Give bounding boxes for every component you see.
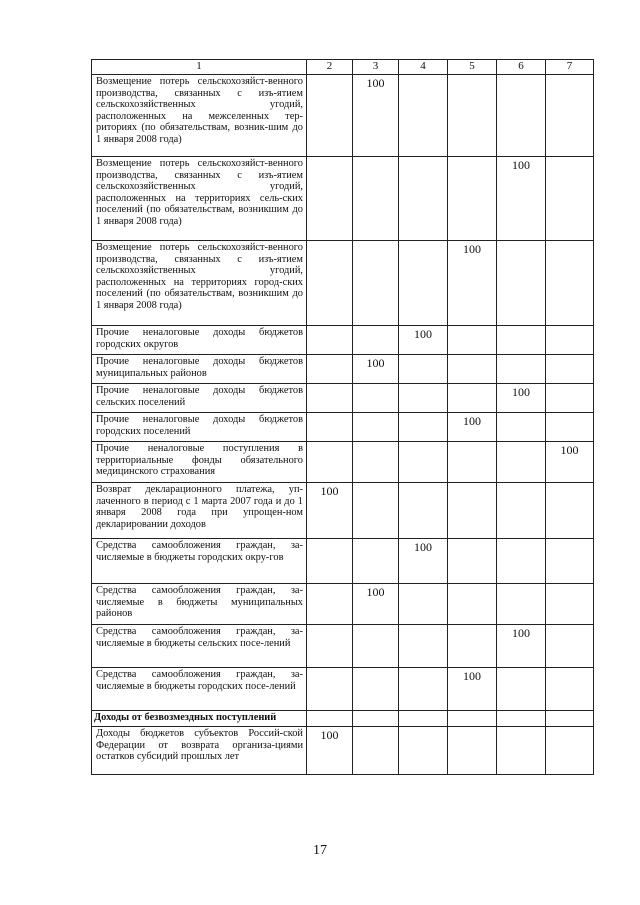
value-cell [399,75,448,157]
value-cell [353,241,399,326]
row-description-cell: Возмещение потерь сельскохозяйст-венного производства, связанных с изъ-ятием сельскохозяйственных угодий, расположенных на территориях город-ских поселений (по обязательствам, возникшим до 1 января 2008 года) [92,241,307,326]
value-cell [399,625,448,668]
value-cell: 100 [497,157,546,241]
value-cell: 100 [497,625,546,668]
revenue-distribution-table [91,59,594,775]
value-cell [399,157,448,241]
column-header: 7 [546,60,594,75]
value-cell [353,157,399,241]
value-cell [307,711,353,727]
value-cell [546,413,594,442]
value-cell [307,413,353,442]
value-cell [497,75,546,157]
table-row [92,483,594,539]
value-cell [546,711,594,727]
value-cell [307,539,353,584]
value-cell [399,711,448,727]
value-cell [399,442,448,483]
table-row [92,625,594,668]
row-description-cell: Доходы бюджетов субъектов Россий-ской Федерации от возврата организа-циями остатков субсидий прошлых лет [92,727,307,775]
value-cell [546,326,594,355]
value-cell: 100 [353,75,399,157]
value-cell [353,539,399,584]
row-description-cell: Прочие неналоговые доходы бюджетов сельских поселений [92,384,307,413]
value-cell [546,355,594,384]
column-header: 5 [448,60,497,75]
value-cell [353,711,399,727]
value-cell [448,584,497,625]
value-cell [546,241,594,326]
value-cell [353,625,399,668]
value-cell [497,539,546,584]
value-cell [448,326,497,355]
value-cell [307,668,353,711]
value-cell [448,75,497,157]
table-row [92,539,594,584]
value-cell [353,727,399,775]
value-cell: 100 [353,355,399,384]
value-cell: 100 [448,668,497,711]
value-cell [546,75,594,157]
value-cell [497,355,546,384]
table-row [92,355,594,384]
value-cell [497,668,546,711]
value-cell [307,442,353,483]
table-row [92,326,594,355]
value-cell [448,727,497,775]
value-cell [353,442,399,483]
value-cell [353,483,399,539]
value-cell [497,241,546,326]
value-cell [307,355,353,384]
value-cell: 100 [546,442,594,483]
value-cell [307,157,353,241]
value-cell [399,584,448,625]
table-row [92,442,594,483]
value-cell [448,157,497,241]
row-description-cell: Средства самообложения граждан, за-числяемые в бюджеты городских окру-гов [92,539,307,584]
table-row [92,157,594,241]
table-body [92,60,594,775]
value-cell [448,539,497,584]
table-row [92,241,594,326]
value-cell [307,326,353,355]
value-cell [546,584,594,625]
value-cell [497,326,546,355]
column-header: 4 [399,60,448,75]
value-cell [497,483,546,539]
value-cell [448,442,497,483]
section-heading-cell: Доходы от безвозмездных поступлений [92,711,307,727]
row-description-cell: Средства самообложения граждан, за-числяемые в бюджеты городских посе-лений [92,668,307,711]
row-description-cell: Прочие неналоговые доходы бюджетов городских поселений [92,413,307,442]
value-cell [399,355,448,384]
value-cell: 100 [448,413,497,442]
value-cell [353,413,399,442]
value-cell [307,625,353,668]
value-cell [399,413,448,442]
table-row [92,668,594,711]
value-cell [546,625,594,668]
value-cell [546,668,594,711]
column-header: 3 [353,60,399,75]
header-row [92,60,594,75]
row-description-cell: Возмещение потерь сельскохозяйст-венного производства, связанных с изъ-ятием сельскохозяйственных угодий, расположенных на межселенных тер-риториях (по обязательствам, возник-шим до 1 января 2008 года) [92,75,307,157]
column-header: 6 [497,60,546,75]
value-cell [497,727,546,775]
value-cell [497,711,546,727]
value-cell: 100 [399,539,448,584]
value-cell [353,384,399,413]
value-cell [399,727,448,775]
value-cell [497,442,546,483]
column-header: 1 [92,60,307,75]
value-cell [448,355,497,384]
table-row [92,727,594,775]
value-cell: 100 [448,241,497,326]
value-cell [448,483,497,539]
value-cell: 100 [399,326,448,355]
value-cell [399,384,448,413]
value-cell [307,384,353,413]
table-row [92,75,594,157]
value-cell: 100 [353,584,399,625]
value-cell [448,711,497,727]
value-cell [497,413,546,442]
value-cell [399,668,448,711]
value-cell [353,668,399,711]
value-cell [353,326,399,355]
row-description-cell: Возврат декларационного платежа, уп-лаченного в период с 1 марта 2007 года и до 1 января 2008 года при упрощен-ном декларировании доходов [92,483,307,539]
value-cell [399,241,448,326]
row-description-cell: Прочие неналоговые поступления в территориальные фонды обязательного медицинского страхования [92,442,307,483]
value-cell: 100 [497,384,546,413]
value-cell [448,384,497,413]
value-cell: 100 [307,727,353,775]
value-cell [546,483,594,539]
column-header: 2 [307,60,353,75]
table-row [92,384,594,413]
row-description-cell: Возмещение потерь сельскохозяйст-венного производства, связанных с изъ-ятием сельскохозяйственных угодий, расположенных на территориях сель-ских поселений (по обязательствам, возникшим до 1 января 2008 года) [92,157,307,241]
value-cell [307,75,353,157]
value-cell [307,241,353,326]
value-cell [399,483,448,539]
value-cell [546,727,594,775]
row-description-cell: Средства самообложения граждан, за-числяемые в бюджеты сельских посе-лений [92,625,307,668]
value-cell [546,157,594,241]
table-row [92,413,594,442]
page-number: 17 [313,843,327,858]
value-cell [307,584,353,625]
row-description-cell: Прочие неналоговые доходы бюджетов городских округов [92,326,307,355]
row-description-cell: Прочие неналоговые доходы бюджетов муниципальных районов [92,355,307,384]
table-row [92,584,594,625]
row-description-cell: Средства самообложения граждан, за-числяемые в бюджеты муниципальных районов [92,584,307,625]
table-row [92,711,594,727]
value-cell [497,584,546,625]
value-cell [546,384,594,413]
value-cell [448,625,497,668]
value-cell: 100 [307,483,353,539]
value-cell [546,539,594,584]
